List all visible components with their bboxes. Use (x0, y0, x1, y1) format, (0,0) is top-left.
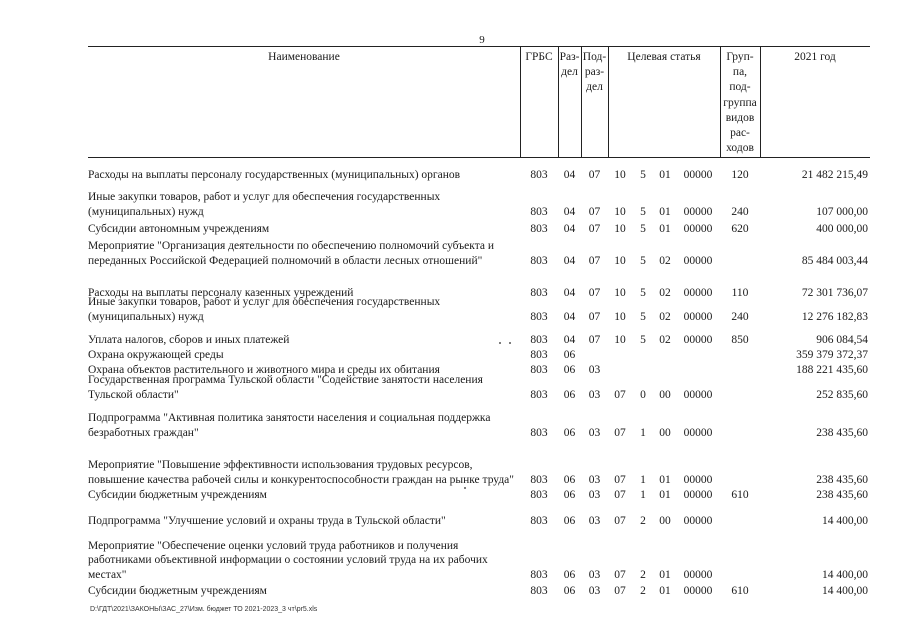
podrazdel-cell: 03 (588, 488, 601, 501)
expense-group-cell: 240 (731, 205, 749, 218)
row-name: Иные закупки товаров, работ и услуг для обеспечения государственных (муниципальных) нужд (88, 296, 441, 323)
podrazdel-cell: 07 (588, 333, 601, 346)
table-row (88, 468, 870, 528)
target-event-cell: 01 (659, 568, 671, 581)
podrazdel-cell: 03 (588, 363, 601, 376)
target-event-cell: 01 (659, 473, 671, 486)
amount-cell: 906 084,54 (816, 333, 868, 346)
grbs-cell: 803 (530, 426, 548, 439)
target-subprogram-cell: 2 (640, 514, 646, 527)
row-name: Подпрограмма "Активная политика занятости населения и социальная поддержка безработных граждан" (88, 412, 491, 439)
razdel-cell: 04 (563, 333, 576, 346)
row-name: Охрана объектов растительного и животного мира и среды их обитания (88, 363, 440, 376)
podrazdel-cell: 03 (588, 584, 601, 597)
target-direction-cell: 00000 (683, 310, 713, 323)
razdel-cell: 04 (563, 168, 576, 181)
expense-group-cell: 120 (731, 168, 749, 181)
header-podrazdel: Под- раз- дел (582, 51, 607, 94)
header-year: 2021 год (794, 51, 836, 63)
amount-cell: 14 400,00 (822, 568, 868, 581)
target-direction-cell: 00000 (683, 254, 713, 267)
scan-speck (464, 487, 466, 489)
target-subprogram-cell: 1 (640, 488, 646, 501)
amount-cell: 238 435,60 (816, 488, 868, 501)
target-event-cell: 02 (659, 310, 671, 323)
target-direction-cell: 00000 (683, 568, 713, 581)
row-name: Субсидии бюджетным учреждениям (88, 488, 267, 501)
target-program-cell: 07 (614, 584, 626, 597)
grbs-cell: 803 (530, 388, 548, 401)
razdel-cell: 06 (563, 363, 576, 376)
page-number: 9 (479, 34, 485, 46)
grbs-cell: 803 (530, 222, 548, 235)
target-subprogram-cell: 5 (640, 168, 646, 181)
target-subprogram-cell: 0 (640, 388, 646, 401)
row-name: Иные закупки товаров, работ и услуг для обеспечения государственных (муниципальных) нужд (88, 191, 441, 218)
header-top-rule (88, 46, 870, 47)
footer-file-path: D:\ГДТ\2021\ЗАКОНЫ\ЗАС_27\Изм. бюджет ТО 2021-2023_3 чт\pr5.xls (90, 606, 318, 613)
razdel-cell: 06 (563, 348, 576, 361)
amount-cell: 21 482 215,49 (801, 168, 868, 181)
target-event-cell: 01 (659, 222, 671, 235)
expense-group-cell: 620 (731, 222, 749, 235)
grbs-cell: 803 (530, 286, 548, 299)
target-subprogram-cell: 5 (640, 222, 646, 235)
target-program-cell: 07 (614, 473, 626, 486)
row-name: Подпрограмма "Улучшение условий и охраны труда в Тульской области" (88, 514, 446, 527)
row-name: Субсидии бюджетным учреждениям (88, 584, 267, 597)
target-direction-cell: 00000 (683, 473, 713, 486)
amount-cell: 400 000,00 (816, 222, 868, 235)
amount-cell: 12 276 182,83 (801, 310, 868, 323)
grbs-cell: 803 (530, 254, 548, 267)
target-event-cell: 00 (659, 388, 671, 401)
target-direction-cell: 00000 (683, 388, 713, 401)
razdel-cell: 04 (563, 286, 576, 299)
razdel-cell: 04 (563, 205, 576, 218)
grbs-cell: 803 (530, 473, 548, 486)
row-name: Субсидии автономным учреждениям (88, 222, 270, 235)
row-name: Мероприятие "Обеспечение оценки условий труда работников и получения работниками объективной информации о состоянии условий труда на их рабочих местах" (88, 539, 488, 581)
podrazdel-cell: 07 (588, 254, 601, 267)
target-event-cell: 00 (659, 426, 671, 439)
razdel-cell: 04 (563, 310, 576, 323)
grbs-cell: 803 (530, 363, 548, 376)
amount-cell: 14 400,00 (822, 584, 868, 597)
target-subprogram-cell: 1 (640, 473, 646, 486)
row-name: Охрана окружающей среды (88, 348, 224, 361)
target-direction-cell: 00000 (683, 205, 713, 218)
podrazdel-cell: 07 (588, 286, 601, 299)
header-razdel: Раз- дел (559, 51, 580, 79)
podrazdel-cell: 07 (588, 168, 601, 181)
expense-group-cell: 610 (731, 488, 749, 501)
target-event-cell: 00 (659, 514, 671, 527)
grbs-cell: 803 (530, 348, 548, 361)
row-name: Государственная программа Тульской области "Содействие занятости населения Тульской области" (88, 374, 483, 401)
header-name: Наименование (268, 51, 340, 63)
target-event-cell: 01 (659, 205, 671, 218)
header-grbs: ГРБС (525, 51, 553, 63)
header-target-article: Целевая статья (627, 51, 701, 63)
target-subprogram-cell: 2 (640, 568, 646, 581)
grbs-cell: 803 (530, 568, 548, 581)
header-expense-group: Груп- па, под- группа видов рас- ходов (723, 51, 757, 155)
grbs-cell: 803 (530, 205, 548, 218)
row-name: Расходы на выплаты персоналу казенных учреждений (88, 286, 354, 299)
scan-speck (509, 342, 511, 344)
target-direction-cell: 00000 (683, 222, 713, 235)
target-program-cell: 07 (614, 568, 626, 581)
razdel-cell: 04 (563, 222, 576, 235)
amount-cell: 252 835,60 (816, 388, 868, 401)
target-program-cell: 10 (614, 254, 626, 267)
razdel-cell: 06 (563, 488, 576, 501)
amount-cell: 359 379 372,37 (796, 348, 868, 361)
target-subprogram-cell: 1 (640, 426, 646, 439)
target-subprogram-cell: 5 (640, 205, 646, 218)
grbs-cell: 803 (530, 488, 548, 501)
podrazdel-cell: 07 (588, 222, 601, 235)
podrazdel-cell: 03 (588, 388, 601, 401)
target-program-cell: 07 (614, 388, 626, 401)
razdel-cell: 06 (563, 514, 576, 527)
razdel-cell: 06 (563, 584, 576, 597)
razdel-cell: 06 (563, 568, 576, 581)
target-event-cell: 02 (659, 286, 671, 299)
target-program-cell: 10 (614, 310, 626, 323)
table-row (88, 538, 870, 598)
target-direction-cell: 00000 (683, 168, 713, 181)
expense-group-cell: 610 (731, 584, 749, 597)
target-subprogram-cell: 2 (640, 584, 646, 597)
target-direction-cell: 00000 (683, 286, 713, 299)
target-program-cell: 07 (614, 488, 626, 501)
target-event-cell: 01 (659, 168, 671, 181)
target-program-cell: 07 (614, 426, 626, 439)
target-program-cell: 10 (614, 286, 626, 299)
amount-cell: 188 221 435,60 (796, 363, 868, 376)
expense-group-cell: 850 (731, 333, 749, 346)
target-event-cell: 02 (659, 254, 671, 267)
razdel-cell: 06 (563, 426, 576, 439)
target-program-cell: 10 (614, 222, 626, 235)
grbs-cell: 803 (530, 168, 548, 181)
target-program-cell: 10 (614, 333, 626, 346)
expense-group-cell: 240 (731, 310, 749, 323)
row-name: Мероприятие "Повышение эффективности использования трудовых ресурсов, повышение качества рабочей силы и конкурентоспособности граждан на рынке труда" (88, 459, 514, 486)
grbs-cell: 803 (530, 333, 548, 346)
amount-cell: 85 484 003,44 (801, 254, 868, 267)
amount-cell: 14 400,00 (822, 514, 868, 527)
target-program-cell: 07 (614, 514, 626, 527)
amount-cell: 238 435,60 (816, 426, 868, 439)
podrazdel-cell: 03 (588, 568, 601, 581)
target-program-cell: 10 (614, 168, 626, 181)
podrazdel-cell: 03 (588, 473, 601, 486)
grbs-cell: 803 (530, 310, 548, 323)
expense-group-cell: 110 (731, 286, 749, 299)
scan-speck (499, 342, 501, 344)
target-subprogram-cell: 5 (640, 286, 646, 299)
row-name: Мероприятие "Организация деятельности по обеспечению полномочий субъекта и переданных Российской Федерацией полномочий в области лесных отношений" (88, 240, 495, 267)
razdel-cell: 04 (563, 254, 576, 267)
row-name: Расходы на выплаты персоналу государственных (муниципальных) органов (88, 168, 461, 181)
razdel-cell: 06 (563, 388, 576, 401)
target-direction-cell: 00000 (683, 584, 713, 597)
podrazdel-cell: 07 (588, 205, 601, 218)
target-direction-cell: 00000 (683, 514, 713, 527)
amount-cell: 72 301 736,07 (801, 286, 868, 299)
target-direction-cell: 00000 (683, 488, 713, 501)
target-subprogram-cell: 5 (640, 310, 646, 323)
razdel-cell: 06 (563, 473, 576, 486)
grbs-cell: 803 (530, 584, 548, 597)
podrazdel-cell: 07 (588, 310, 601, 323)
target-subprogram-cell: 5 (640, 333, 646, 346)
target-event-cell: 01 (659, 584, 671, 597)
podrazdel-cell: 03 (588, 514, 601, 527)
target-program-cell: 10 (614, 205, 626, 218)
amount-cell: 238 435,60 (816, 473, 868, 486)
podrazdel-cell: 03 (588, 426, 601, 439)
target-direction-cell: 00000 (683, 333, 713, 346)
grbs-cell: 803 (530, 514, 548, 527)
amount-cell: 107 000,00 (816, 205, 868, 218)
target-event-cell: 02 (659, 333, 671, 346)
target-subprogram-cell: 5 (640, 254, 646, 267)
target-direction-cell: 00000 (683, 426, 713, 439)
target-event-cell: 01 (659, 488, 671, 501)
row-name: Уплата налогов, сборов и иных платежей (88, 333, 290, 346)
